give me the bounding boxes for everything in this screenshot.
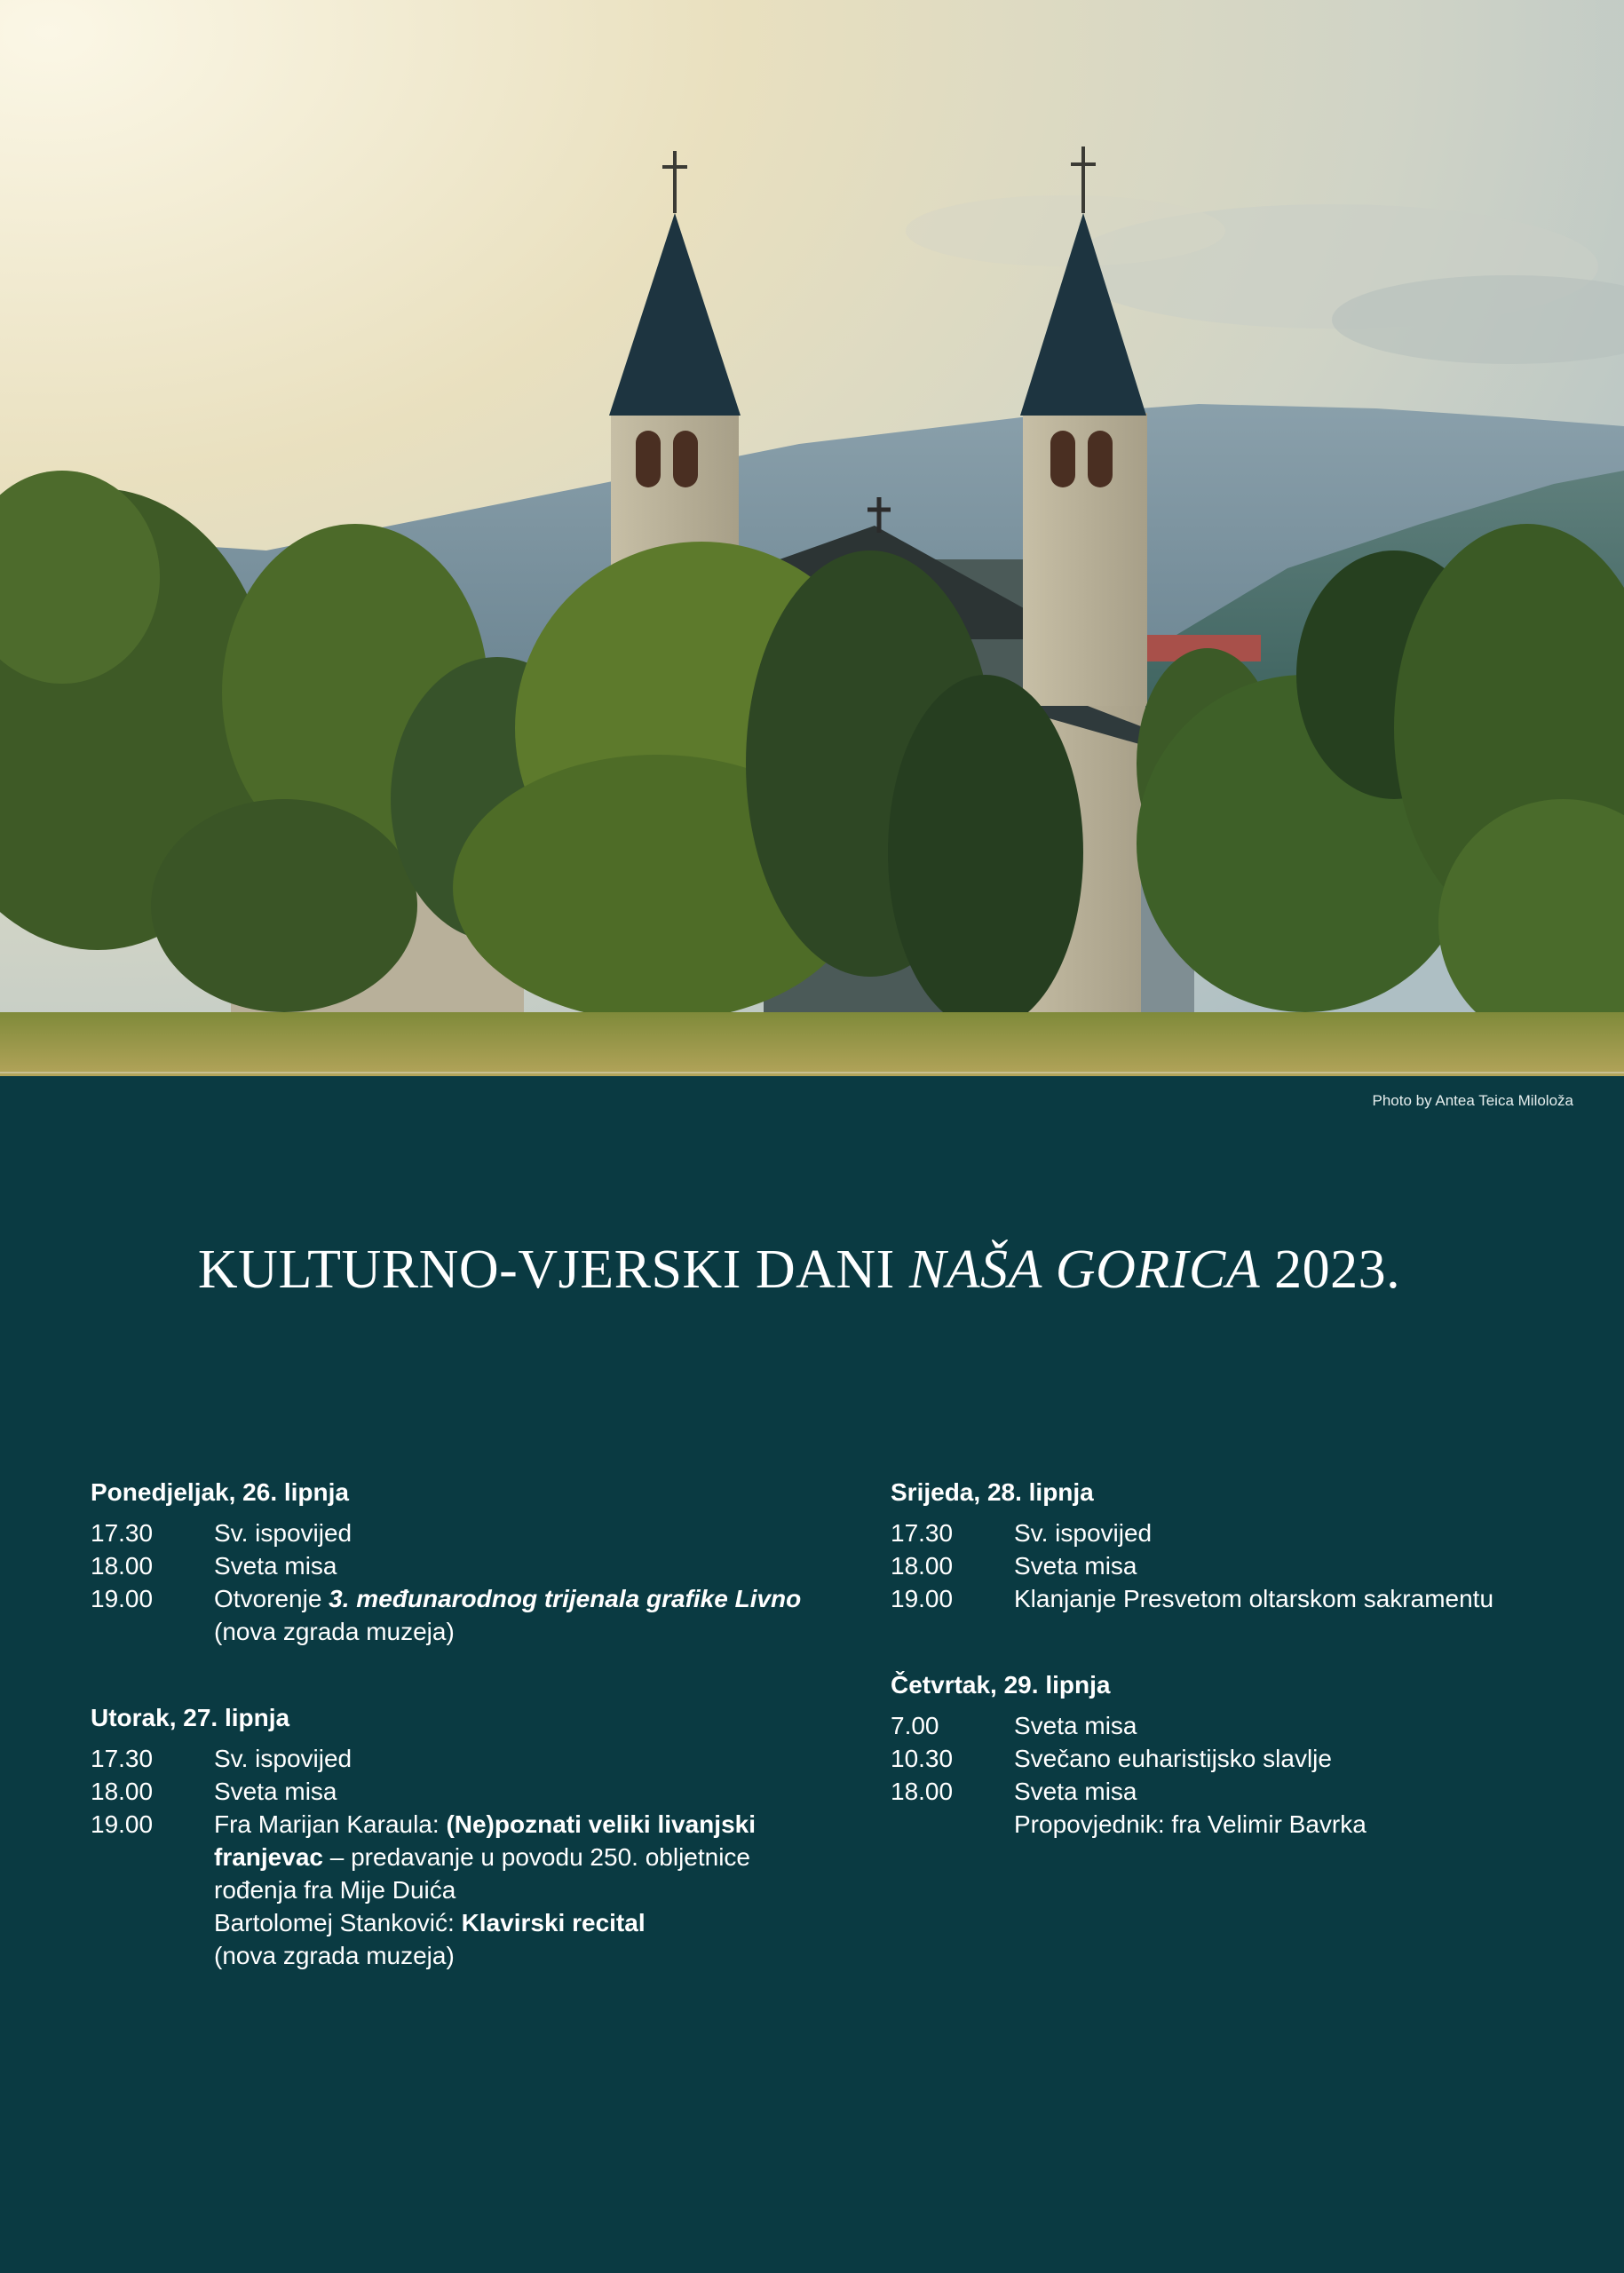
schedule-row — [891, 1549, 1624, 1582]
event-highlight: Klavirski recital — [461, 1909, 646, 1936]
schedule-row — [91, 1775, 872, 1808]
event: (nova zgrada muzeja) — [214, 1942, 455, 1969]
event: Sveta misa — [1014, 1778, 1137, 1805]
schedule-right-column — [891, 1477, 1624, 1896]
event-highlight: 3. međunarodnog trijenala grafike Livno — [329, 1585, 802, 1612]
day-thursday — [891, 1670, 1624, 1841]
time — [91, 1906, 214, 1939]
schedule-row — [891, 1808, 1624, 1841]
time — [891, 1808, 1014, 1841]
time: 17.30 — [891, 1519, 954, 1547]
event-text: Bartolomej Stanković: — [214, 1909, 462, 1936]
time: 18.00 — [91, 1552, 154, 1580]
event: Sveta misa — [1014, 1552, 1137, 1580]
event: Klanjanje Presvetom oltarskom sakramentu — [1014, 1585, 1494, 1612]
time: 18.00 — [891, 1552, 954, 1580]
schedule-row — [91, 1549, 872, 1582]
time — [91, 1841, 214, 1873]
schedule-row — [91, 1517, 872, 1549]
day-wednesday — [891, 1477, 1624, 1615]
time: 19.00 — [91, 1585, 154, 1612]
schedule-left-column — [91, 1477, 872, 2027]
event: Sveta misa — [214, 1778, 337, 1805]
event: Sveta misa — [214, 1552, 337, 1580]
schedule-row — [91, 1582, 872, 1615]
event: (nova zgrada muzeja) — [214, 1618, 455, 1645]
event — [214, 1841, 872, 1873]
day-title: Četvrtak, 29. lipnja — [891, 1671, 1111, 1699]
event: Sv. ispovijed — [1014, 1519, 1153, 1547]
schedule-row — [91, 1906, 872, 1939]
time — [91, 1615, 214, 1648]
time: 7.00 — [891, 1712, 939, 1739]
time: 18.00 — [91, 1778, 154, 1805]
schedule-row — [91, 1841, 872, 1873]
day-title: Ponedjeljak, 26. lipnja — [91, 1478, 349, 1506]
event: Sv. ispovijed — [214, 1745, 353, 1772]
photo-credit: Photo by Antea Teica Miloloža — [1372, 1092, 1573, 1109]
event: rođenja fra Mije Duića — [214, 1876, 456, 1904]
schedule-row — [891, 1742, 1624, 1775]
event: Sv. ispovijed — [214, 1519, 353, 1547]
schedule-row — [891, 1709, 1624, 1742]
event: Sveta misa — [1014, 1712, 1137, 1739]
event-highlight: franjevac — [214, 1843, 323, 1871]
day-monday — [91, 1477, 872, 1648]
schedule-row — [891, 1582, 1624, 1615]
schedule-row — [91, 1873, 872, 1906]
schedule-row — [91, 1615, 872, 1648]
day-title: Srijeda, 28. lipnja — [891, 1478, 1094, 1506]
day-tuesday — [91, 1703, 872, 1972]
schedule-row — [891, 1775, 1624, 1808]
event-text: Fra Marijan Karaula: — [214, 1810, 447, 1838]
title-part-1: KULTURNO-VJERSKI DANI — [197, 1239, 909, 1300]
schedule-row — [91, 1939, 872, 1972]
page-title — [0, 1239, 1598, 1302]
day-title: Utorak, 27. lipnja — [91, 1704, 290, 1731]
time: 18.00 — [891, 1778, 954, 1805]
schedule-row — [891, 1517, 1624, 1549]
time — [91, 1873, 214, 1906]
schedule-row — [91, 1808, 872, 1841]
event-highlight: (Ne)poznati veliki livanjski — [446, 1810, 756, 1838]
time: 19.00 — [891, 1585, 954, 1612]
time: 17.30 — [91, 1519, 154, 1547]
event — [214, 1906, 872, 1939]
event-text: – predavanje u povodu 250. obljetnice — [322, 1843, 750, 1871]
time: 10.30 — [891, 1745, 954, 1772]
title-italic: NAŠA GORICA — [908, 1239, 1261, 1300]
header-photo — [0, 0, 1624, 1076]
event — [214, 1808, 872, 1841]
time — [91, 1939, 214, 1972]
title-part-2: 2023. — [1260, 1239, 1401, 1300]
time: 17.30 — [91, 1745, 154, 1772]
event: Svečano euharistijsko slavlje — [1014, 1745, 1332, 1772]
event-text: Otvorenje — [214, 1585, 329, 1612]
time: 19.00 — [91, 1810, 154, 1838]
event: Propovjednik: fra Velimir Bavrka — [1014, 1810, 1367, 1838]
event — [214, 1582, 872, 1615]
schedule-row — [91, 1742, 872, 1775]
